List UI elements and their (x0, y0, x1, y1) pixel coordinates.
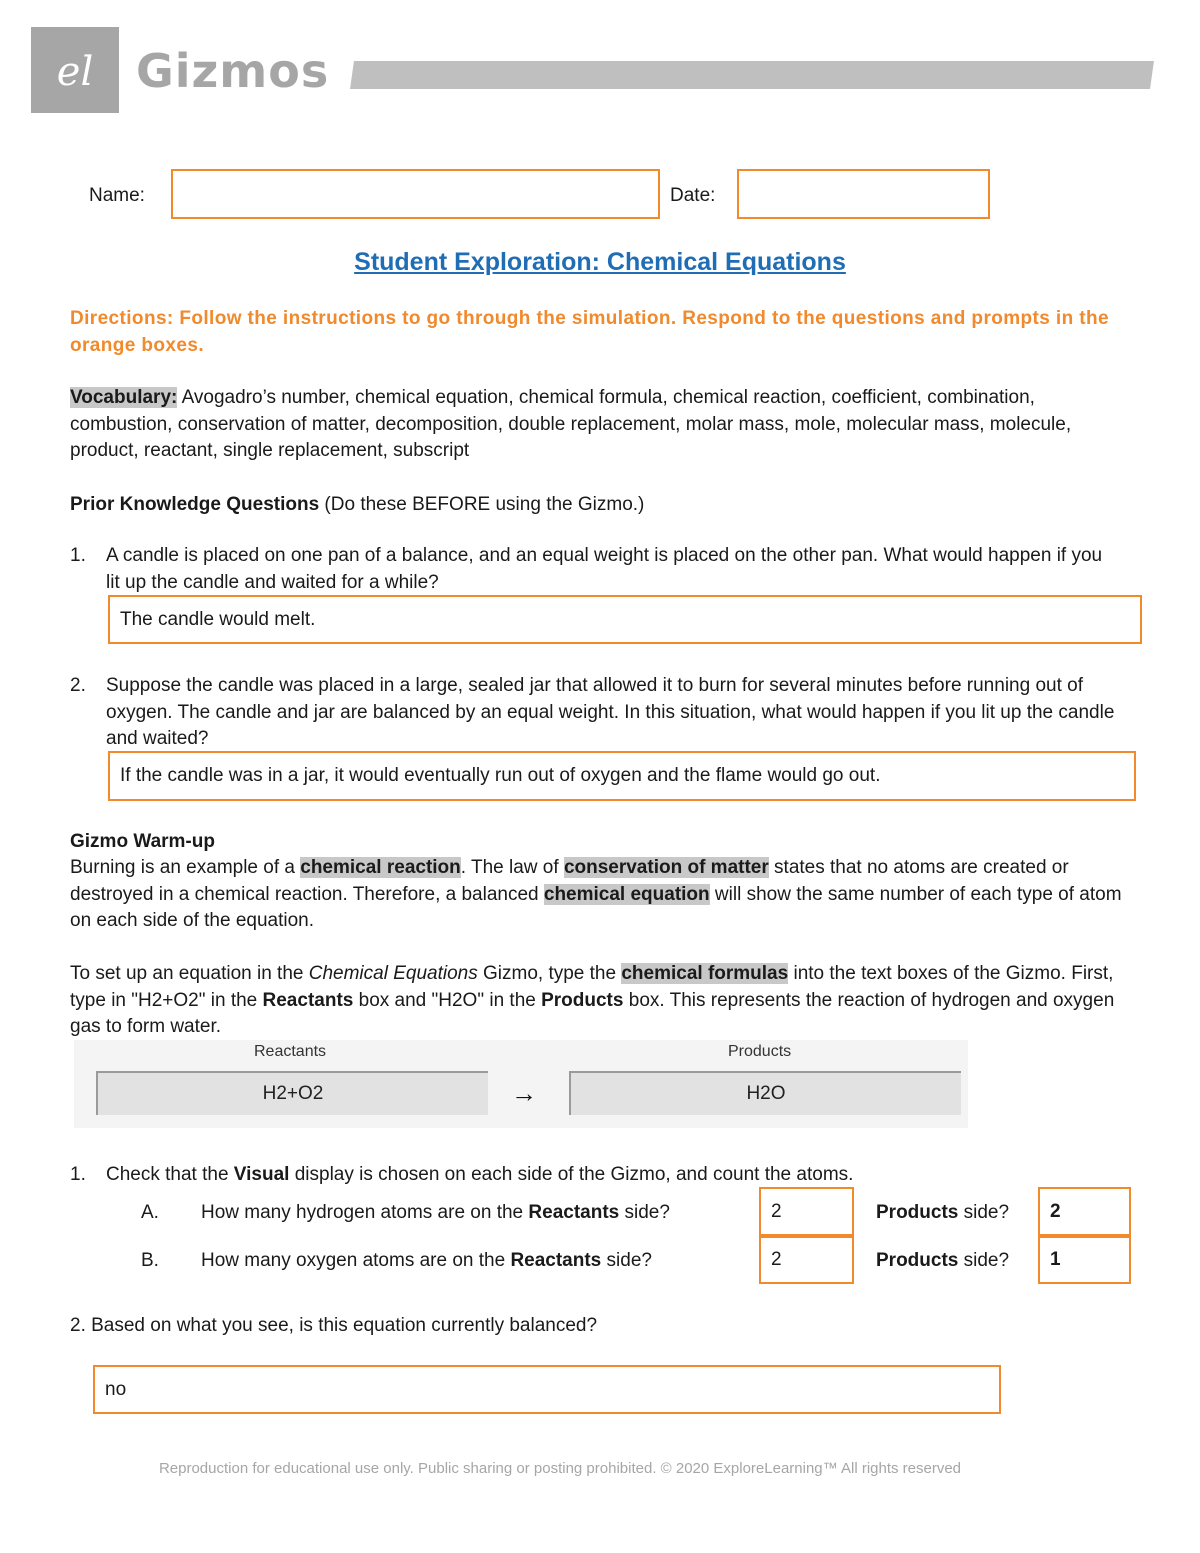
warmup-heading: Gizmo Warm-up (70, 831, 215, 852)
balanced-answer-field[interactable]: no (93, 1365, 1001, 1414)
page-title: Student Exploration: Chemical Equations (354, 248, 846, 276)
date-field[interactable] (737, 169, 990, 219)
prior-knowledge-note: (Do these BEFORE using the Gizmo.) (319, 494, 645, 515)
row-a-letter: A. (141, 1202, 159, 1223)
term-chemical-equation: chemical equation (543, 883, 710, 905)
footer-copyright: Reproduction for educational use only. Public sharing or posting prohibited. © 2020 ExploreLearning™ All rights reserved (158, 1460, 962, 1477)
oxygen-products-answer[interactable]: 1 (1038, 1236, 1131, 1284)
warmup-paragraph-1: Burning is an example of a chemical reaction. The law of conservation of matter states that no atoms are created or destroyed in a chemical reaction. Therefore, a balanced chemical equation will show the same number of each type of atom on each side of the equation. (70, 857, 1122, 931)
products-input: H2O (569, 1071, 961, 1115)
row-b-products-label: Products side? (876, 1250, 1010, 1271)
prior-knowledge-title: Prior Knowledge Questions (70, 494, 320, 515)
vocabulary-list: Avogadro’s number, chemical equation, chemical formula, chemical reaction, coefficient, combination, combustion, conservation of matter, decomposition, double replacement, molar mass, mole, molecular mass, molecule, product, reactant, single replacement, subscript (70, 387, 1072, 461)
reactants-label: Reactants (254, 1043, 327, 1060)
warmup-question-1-text: Check that the Visual display is chosen on each side of the Gizmo, and count the atoms. (106, 1164, 854, 1185)
warmup-question-2: 2. Based on what you see, is this equation currently balanced? (70, 1315, 598, 1336)
hydrogen-reactants-answer[interactable]: 2 (759, 1187, 854, 1236)
warmup-paragraph-2: To set up an equation in the Chemical Equations Gizmo, type the chemical formulas into the text boxes of the Gizmo. First, type in "H2+O2" in the Reactants box and "H2O" in the Products box. This represents the reaction of hydrogen and oxygen gas to form water. (70, 963, 1115, 1037)
row-a-question: How many hydrogen atoms are on the Reactants side? (201, 1202, 670, 1223)
vocabulary-label: Vocabulary: (70, 387, 178, 408)
row-a-products-label: Products side? (876, 1202, 1010, 1223)
brand-name: Gizmos (136, 44, 330, 98)
name-field[interactable] (171, 169, 660, 219)
term-chemical-formulas: chemical formulas (621, 963, 789, 984)
row-b-letter: B. (141, 1250, 159, 1271)
products-label: Products (728, 1043, 792, 1060)
prior-question-2-text: Suppose the candle was placed in a large, sealed jar that allowed it to burn for several minutes before running out of oxygen. The candle and jar are balanced by an equal weight. In this situation, what would happen if you lit up the candle and waited? (106, 675, 1115, 749)
reactants-input: H2+O2 (96, 1071, 488, 1115)
vocabulary (70, 385, 1120, 465)
svg-text:el: el (56, 49, 94, 95)
gizmo-equation-image (74, 1040, 968, 1128)
hydrogen-products-answer[interactable]: 2 (1038, 1187, 1131, 1236)
term-conservation-of-matter: conservation of matter (563, 857, 769, 878)
directions: Directions: Follow the instructions to go through the simulation. Respond to the questions and prompts in the orange boxes. (70, 308, 1109, 356)
oxygen-reactants-answer[interactable]: 2 (759, 1236, 854, 1284)
prior-answer-2-field[interactable]: If the candle was in a jar, it would eventually run out of oxygen and the flame would go out. (108, 751, 1136, 801)
explorelearning-logo (31, 27, 119, 113)
logo-glyph-icon (31, 27, 119, 113)
date-label: Date: (670, 185, 716, 206)
name-label: Name: (89, 185, 145, 206)
term-chemical-reaction: chemical reaction (300, 857, 461, 878)
header-bar (350, 61, 1154, 89)
row-b-question: How many oxygen atoms are on the Reactants side? (201, 1250, 652, 1271)
arrow-icon: → (511, 1078, 537, 1108)
prior-answer-1-field[interactable]: The candle would melt. (108, 595, 1142, 644)
prior-knowledge-heading (70, 492, 644, 519)
prior-question-1-text: A candle is placed on one pan of a balance, and an equal weight is placed on the other pan. What would happen if you lit up the candle and waited for a while? (106, 545, 1103, 593)
